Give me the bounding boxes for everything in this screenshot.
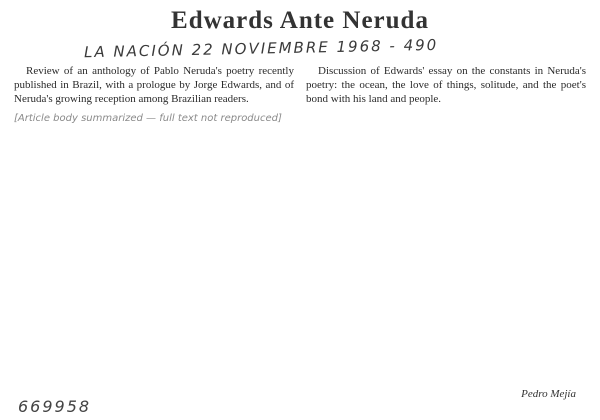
column-summary-left: Review of an anthology of Pablo Neruda's poetry recently published in Brazil, with a prologue by Jorge Edwards, and of Neruda's growing reception among Brazilian readers. (14, 65, 294, 105)
archive-number: 669958 (18, 397, 92, 416)
article-column-left (14, 64, 294, 126)
article-columns (14, 64, 586, 126)
redaction-note: [Article body summarized — full text not reproduced] (14, 113, 282, 124)
handwritten-annotation: LA NACIÓN 22 NOVIEMBRE 1968 - 490 (83, 35, 439, 62)
article-column-right (306, 64, 586, 126)
article-byline: Pedro Mejía (521, 388, 576, 400)
article-headline: Edwards Ante Neruda (171, 7, 429, 34)
column-summary-right: Discussion of Edwards' essay on the constants in Neruda's poetry: the ocean, the love of things, solitude, and the poet's bond with his land and people. (306, 65, 586, 105)
